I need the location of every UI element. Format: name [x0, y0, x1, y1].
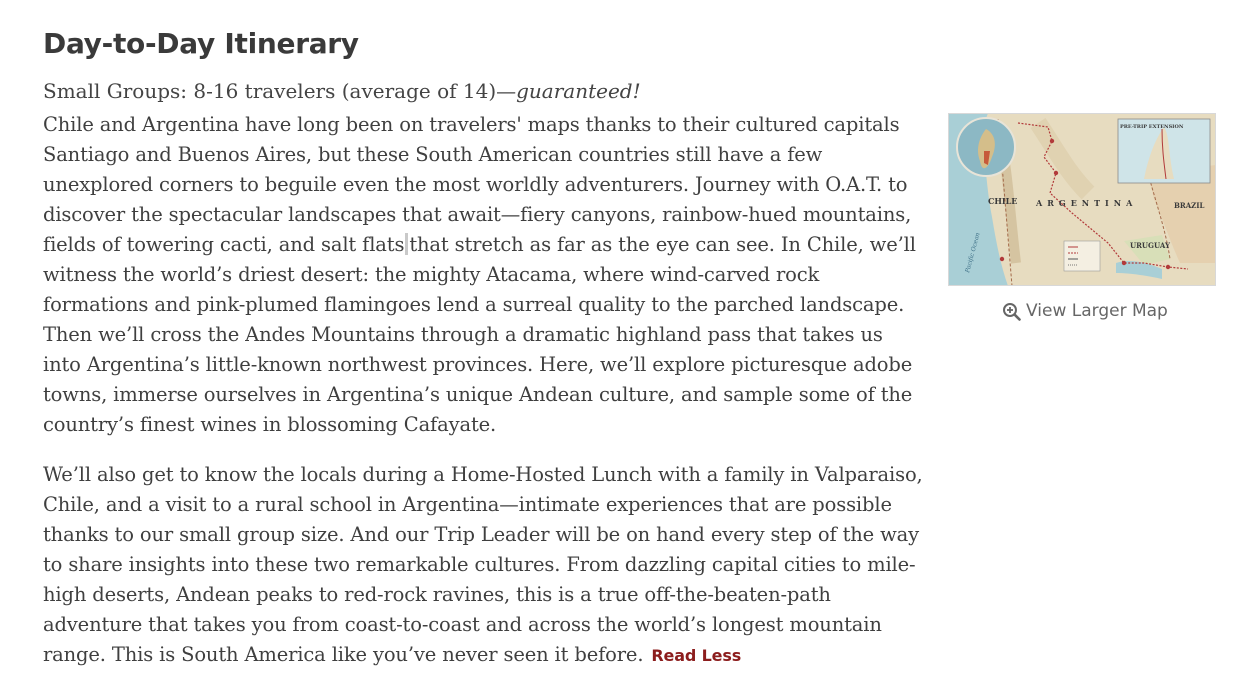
trip-map-thumbnail[interactable]: [948, 113, 1216, 286]
read-less-link[interactable]: Read Less: [651, 646, 742, 665]
paragraph-1-part-2: that stretch as far as the eye can see. In Chile, we’ll witness the world’s driest desert: the mighty Atacama, where wind-carved rock formations and pink-plumed flamingoes lend a surreal quality to the parched landscape. Then we’ll cross the Andes Mountains through a dramatic highland pass that takes us into Argentina’s little-known northwest provinces. Here, we’ll explore picturesque adobe towns, immerse ourselves in Argentina’s unique Andean culture, and sample some of the country’s finest wines in blossoming Cafayate.: [43, 233, 916, 436]
map-label-chile: CHILE: [988, 196, 1018, 206]
description-paragraph-2: [43, 460, 923, 671]
group-size-line: [43, 76, 923, 106]
map-label-brazil: BRAZIL: [1174, 201, 1205, 210]
map-label-uruguay: URUGUAY: [1130, 241, 1170, 250]
group-size-text: Small Groups: 8-16 travelers (average of 14)—: [43, 79, 517, 103]
trip-map-image: [948, 113, 1216, 286]
description-paragraph-1: [43, 110, 923, 440]
itinerary-overview: [43, 24, 923, 671]
page-title: Day-to-Day Itinerary: [43, 27, 359, 60]
view-larger-map-link[interactable]: [1002, 301, 1168, 321]
map-label-pacific: Pacific Ocean: [964, 231, 982, 274]
map-inset-title: PRE-TRIP EXTENSION: [1120, 124, 1184, 130]
paragraph-1-part-1: Chile and Argentina have long been on travelers' maps thanks to their cultured capitals Santiago and Buenos Aires, but these South American countries still have a few unexplored corners to beguile even the most worldly adventurers. Journey with O.A.T. to discover the spectacular landscapes that await—fiery canyons, rainbow-hued mountains, fields of towering cacti, and salt flats: [43, 113, 912, 256]
paragraph-2-text: We’ll also get to know the locals during a Home-Hosted Lunch with a family in Valparaiso, Chile, and a visit to a rural school in Argentina—intimate experiences that are possible thanks to our small group size. And our Trip Leader will be on hand every step of the way to share insights into these two remarkable cultures. From dazzling capital cities to mile-high deserts, Andean peaks to red-rock ravines, this is a true off-the-beaten-path adventure that takes you from coast-to-coast and across the world’s longest mountain range. This is South America like you’ve never seen it before.: [43, 463, 923, 666]
map-label-argentina: ARGENTINA: [1036, 198, 1138, 208]
zoom-in-icon: [1002, 302, 1021, 321]
text-cursor: [405, 233, 408, 255]
view-larger-map-label: View Larger Map: [1026, 301, 1168, 321]
guaranteed-emphasis: guaranteed!: [516, 79, 641, 103]
